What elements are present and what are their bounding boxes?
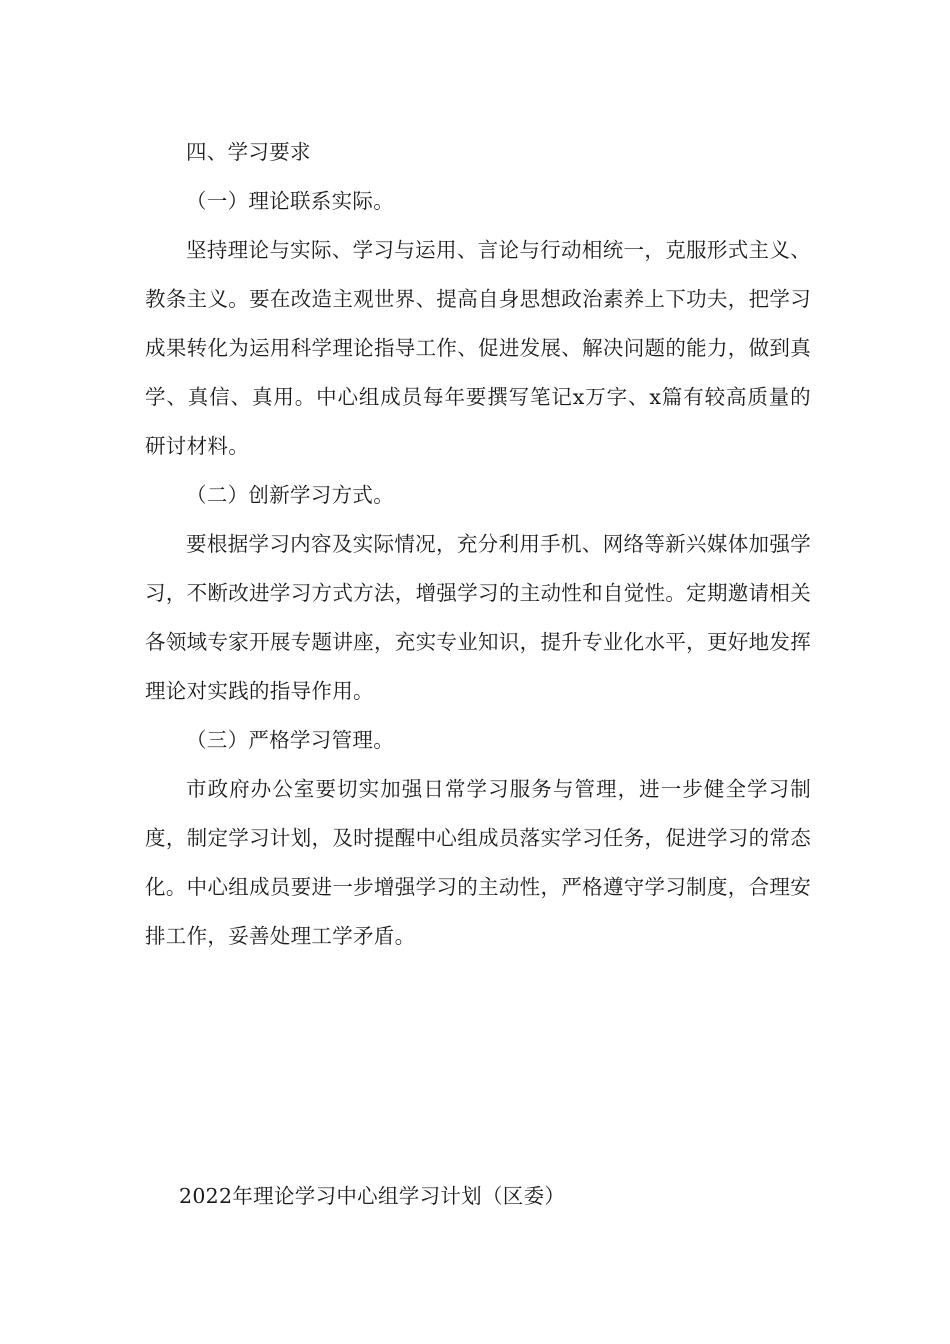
next-document-title: 2022年理论学习中心组学习计划（区委） <box>179 1184 566 1208</box>
subheading-theory-practice: （一）理论联系实际。 <box>186 189 394 213</box>
subheading-strict-management: （三）严格学习管理。 <box>186 728 394 752</box>
paragraph-theory-practice: 坚持理论与实际、学习与运用、言论与行动相统一，克服形式主义、教条主义。要在改造主观世界、提高自身思想政治素养上下功夫，把学习成果转化为运用科学理论指导工作、促进发展、解决问题的能力，做到真学、真信、真用。中心组成员每年要撰写笔记x万字、x篇有较高质量的研讨材料。 <box>145 238 811 458</box>
subheading-innovate-methods: （二）创新学习方式。 <box>186 483 394 507</box>
paragraph-strict-management: 市政府办公室要切实加强日常学习服务与管理，进一步健全学习制度，制定学习计划，及时提醒中心组成员落实学习任务，促进学习的常态化。中心组成员要进一步增强学习的主动性，严格遵守学习制度，合理安排工作，妥善处理工学矛盾。 <box>145 777 811 948</box>
paragraph-innovate-methods: 要根据学习内容及实际情况，充分利用手机、网络等新兴媒体加强学习，不断改进学习方式方法，增强学习的主动性和自觉性。定期邀请相关各领域专家开展专题讲座，充实专业知识，提升专业化水平，更好地发挥理论对实践的指导作用。 <box>145 532 811 703</box>
section-heading-requirements: 四、学习要求 <box>186 140 311 164</box>
document-body <box>145 128 811 961</box>
